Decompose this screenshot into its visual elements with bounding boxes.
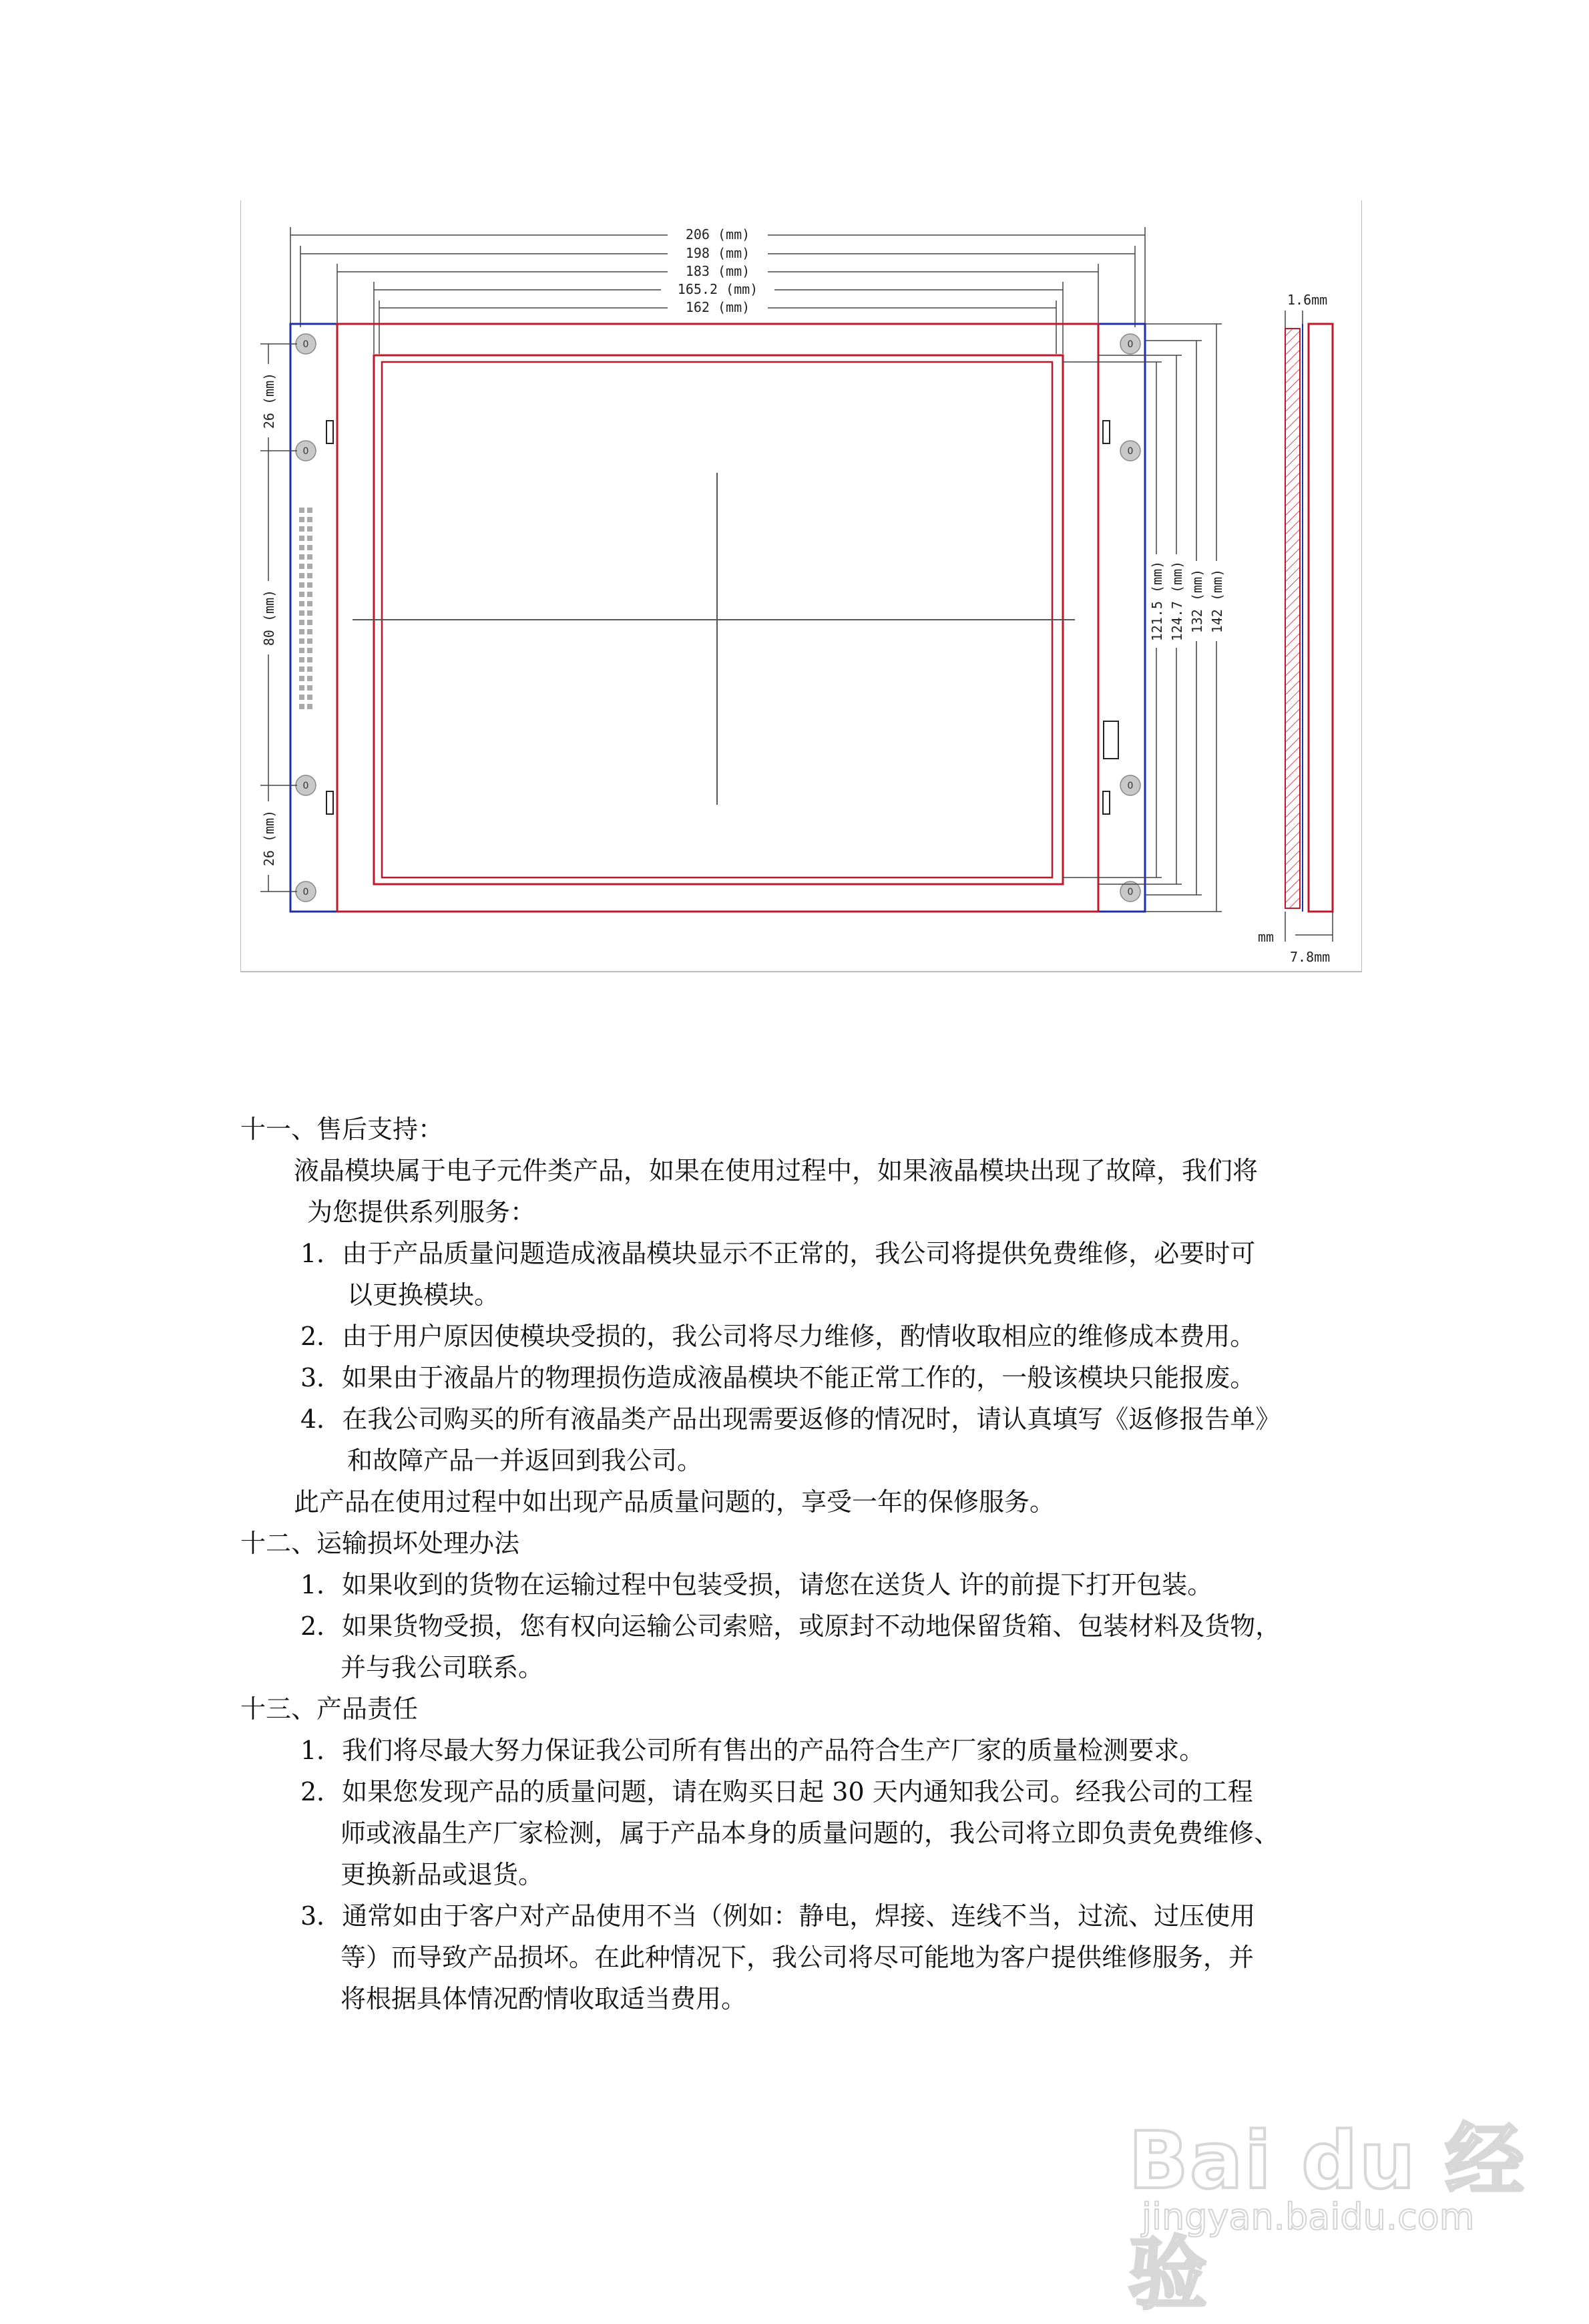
hole-label: 0 [302, 887, 309, 898]
dim-left-26-bottom: 26 (mm) [261, 809, 277, 867]
paragraph-line: 为您提供系列服务： [307, 1197, 536, 1227]
list-item-continuation: 和故障产品一并返回到我公司。 [347, 1446, 703, 1475]
after-sales-text [240, 1109, 1375, 2019]
dim-right-132: 132 (mm) [1189, 568, 1205, 634]
list-item-continuation: 师或液晶生产厂家检测，属于产品本身的质量问题的，我公司将立即负责免费维修、 [340, 1818, 1280, 1848]
item-number: 1． [300, 1736, 343, 1765]
list-item [240, 1771, 1375, 1812]
dim-side-1-6: 1.6mm [1287, 292, 1328, 308]
item-number: 3． [300, 1363, 343, 1392]
dim-top-206: 206 (mm) [685, 226, 750, 242]
hole-label: 0 [1127, 339, 1134, 350]
dim-left-80: 80 (mm) [261, 589, 277, 646]
list-item-continuation: 将根据具体情况酌情收取适当费用。 [340, 1984, 747, 2013]
baidu-jingyan-watermark [1128, 2090, 1529, 2320]
item-number: 1． [300, 1239, 343, 1268]
list-item [240, 1357, 1375, 1398]
item-text: 如果收到的货物在运输过程中包装受损，请您在送货人 许的前提下打开包装。 [342, 1570, 1213, 1599]
item-number: 3． [300, 1901, 343, 1931]
hole-label: 0 [302, 446, 309, 457]
list-item [240, 1730, 1375, 1771]
item-text: 如果货物受损，您有权向运输公司索赔，或原封不动地保留货箱、包装材料及货物， [342, 1611, 1281, 1641]
dim-right-121: 121.5 (mm) [1149, 560, 1165, 642]
watermark-brand: Bai du 经验 [1128, 2114, 1526, 2320]
dim-top-198: 198 (mm) [685, 245, 750, 261]
dim-side-mm: mm [1258, 929, 1275, 945]
item-text: 如果由于液晶片的物理损伤造成液晶模块不能正常工作的，一般该模块只能报废。 [342, 1363, 1256, 1392]
dim-side-7-8: 7.8mm [1290, 949, 1331, 965]
hole-label: 0 [1127, 446, 1134, 457]
hole-label: 0 [302, 339, 309, 350]
item-text: 在我公司购买的所有液晶类产品出现需要返修的情况时，请认真填写《返修报告单》 [342, 1404, 1281, 1434]
item-number: 4． [300, 1404, 343, 1434]
list-item [240, 1895, 1375, 1937]
section-heading: 十一、售后支持： [240, 1115, 444, 1144]
list-item-continuation: 以更换模块。 [347, 1280, 500, 1310]
item-number: 2． [300, 1777, 343, 1806]
item-text: 由于用户原因使模块受损的，我公司将尽力维修，酌情收取相应的维修成本费用。 [342, 1322, 1256, 1351]
section-heading: 十二、运输损坏处理办法 [240, 1529, 520, 1558]
item-text: 通常如由于客户对产品使用不当（例如：静电，焊接、连线不当，过流、过压使用 [342, 1901, 1256, 1931]
item-text: 如果您发现产品的质量问题，请在购买日起 30 天内通知我公司。经我公司的工程 [342, 1777, 1253, 1806]
dim-right-142: 142 (mm) [1209, 568, 1225, 634]
hole-label: 0 [1127, 887, 1134, 898]
list-item-continuation: 更换新品或退货。 [340, 1860, 544, 1889]
mounting-holes [296, 334, 1140, 902]
side-view-pcb [1309, 324, 1333, 912]
list-item [240, 1316, 1375, 1357]
section-heading: 十三、产品责任 [240, 1694, 419, 1724]
dim-top-162: 162 (mm) [685, 299, 750, 315]
item-number: 1． [300, 1570, 343, 1599]
dim-top-183: 183 (mm) [685, 263, 750, 279]
list-item [240, 1233, 1375, 1274]
list-item-continuation: 并与我公司联系。 [340, 1653, 544, 1682]
dim-right-124: 124.7 (mm) [1169, 560, 1185, 642]
list-item-continuation: 等）而导致产品损坏。在此种情况下，我公司将尽可能地为客户提供维修服务，并 [340, 1943, 1255, 1972]
paragraph-line: 液晶模块属于电子元件类产品，如果在使用过程中，如果液晶模块出现了故障，我们将 [294, 1156, 1259, 1185]
item-number: 2． [300, 1322, 343, 1351]
connector-pins [299, 508, 312, 709]
hole-label: 0 [302, 781, 309, 791]
list-item [240, 1605, 1375, 1647]
item-number: 2． [300, 1611, 343, 1641]
paragraph-line: 此产品在使用过程中如出现产品质量问题的，享受一年的保修服务。 [294, 1487, 1056, 1517]
list-item [240, 1398, 1375, 1440]
watermark-site: jingyan.baidu.com [1142, 2196, 1475, 2238]
list-item [240, 1564, 1375, 1605]
item-text: 我们将尽最大努力保证我公司所有售出的产品符合生产厂家的质量检测要求。 [342, 1736, 1205, 1765]
hole-label: 0 [1127, 781, 1134, 791]
dim-top-165: 165.2 (mm) [677, 281, 758, 297]
lcd-dimension-drawing [240, 200, 1362, 982]
side-view-glass [1285, 329, 1300, 908]
item-text: 由于产品质量问题造成液晶模块显示不正常的，我公司将提供免费维修，必要时可 [342, 1239, 1256, 1268]
dim-left-26-top: 26 (mm) [261, 372, 277, 429]
